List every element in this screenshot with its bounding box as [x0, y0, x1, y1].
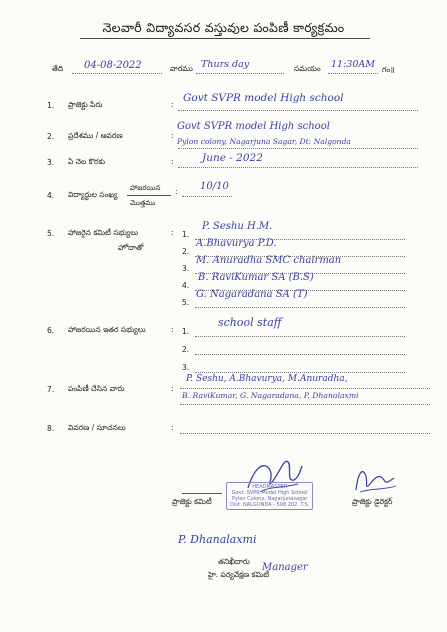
- location-label: ప్రదేశము / ఆవరణ: [68, 131, 123, 140]
- row-number: 3.: [47, 158, 55, 167]
- remarks-label: వివరణ / సూచనలు: [68, 423, 126, 432]
- answer-line: [195, 372, 405, 373]
- distributed-by-label: పంపిణీ చేసిన వారు: [68, 384, 125, 393]
- project-director-label: ప్రాజెక్టు డైరెక్టర్: [352, 497, 393, 506]
- stamp-line: HEADMASTER: [252, 484, 288, 490]
- committee-member: A.Bhavurya P.D.: [196, 238, 277, 249]
- answer-line: [180, 433, 430, 434]
- inspector-label: తనిఖీదారు: [218, 557, 250, 566]
- other-attendee: school staff: [218, 316, 282, 329]
- committee-signature-line: [182, 493, 222, 494]
- colon: :: [171, 325, 174, 334]
- row-number: 6.: [47, 326, 55, 335]
- project-name-value: Govt SVPR model High school: [183, 92, 344, 104]
- other-number: 3.: [182, 363, 190, 372]
- time-line: [328, 73, 378, 74]
- attended-label: హాజరయిన: [130, 184, 161, 192]
- day-label: వారము: [170, 64, 193, 73]
- committee-member: P. Seshu H.M.: [202, 221, 273, 232]
- member-number: 3.: [182, 264, 190, 273]
- project-committee-label: ప్రాజెక్టు కమిటీ: [172, 497, 212, 506]
- answer-line: [178, 110, 418, 111]
- answer-line: [178, 167, 418, 168]
- title-underline: [80, 38, 370, 39]
- other-attendees-label: హాజరయిన ఇతర సభ్యులు: [68, 325, 146, 334]
- month-value: June - 2022: [202, 152, 263, 164]
- inspector-sublabel: హై. పర్యవేక్షణ కమిటీ: [208, 570, 270, 579]
- row-number: 1.: [47, 101, 55, 110]
- location-value-line1: Govt SVPR model High school: [177, 121, 330, 132]
- colon: :: [171, 423, 174, 432]
- colon: :: [171, 131, 174, 140]
- fraction-line: [127, 195, 171, 196]
- answer-line: [180, 388, 430, 389]
- committee-member: G. Nagaradana SA (T): [196, 289, 308, 300]
- member-number: 5.: [182, 298, 190, 307]
- time-label: సమయం: [294, 64, 321, 73]
- time-suffix: గం॥: [382, 65, 395, 74]
- date-line: [72, 73, 162, 74]
- answer-line: [195, 336, 405, 337]
- date-value: 04-08-2022: [84, 60, 142, 71]
- answer-line: [195, 307, 405, 308]
- headmaster-stamp: [226, 482, 313, 510]
- inspector-name: P. Dhanalaxmi: [178, 533, 257, 546]
- stamp-line: Govt. SVPR Model High School: [231, 490, 308, 496]
- other-number: 2.: [182, 345, 190, 354]
- location-value-line2: Pylon colony, Nagarjuna Sagar, Dt: Nalgonda: [177, 137, 351, 146]
- day-value: Thurs day: [201, 59, 250, 70]
- colon: :: [171, 100, 174, 109]
- committee-label: హాజరైన కమిటీ సభ్యులు: [68, 228, 139, 237]
- day-line: [196, 73, 284, 74]
- colon: :: [171, 157, 174, 166]
- stamp-line: Dist. NALGONDA - 508 202. T.S.: [230, 502, 310, 508]
- colon: :: [171, 384, 174, 393]
- member-number: 2.: [182, 247, 190, 256]
- project-name-label: ప్రాజెక్టు పేరు: [68, 100, 103, 109]
- form-title: నెలవారీ విద్యావసర వస్తువుల పంపిణీ కార్యక్రమం: [102, 20, 345, 35]
- row-number: 7.: [47, 385, 55, 394]
- row-number: 2.: [47, 132, 55, 141]
- distributed-by-line1: P. Seshu, A.Bhavurya, M.Anuradha,: [186, 374, 348, 384]
- row-number: 4.: [47, 191, 55, 200]
- total-label: మొత్తము: [130, 199, 156, 207]
- month-label: ఏ నెల కొరకు: [68, 157, 106, 166]
- students-count-label: విద్యార్థుల సంఖ్య: [68, 190, 118, 199]
- row-number: 8.: [47, 424, 55, 433]
- colon: :: [175, 187, 178, 196]
- answer-line: [182, 196, 232, 197]
- colon: :: [171, 228, 174, 237]
- date-label: తేది: [52, 64, 64, 73]
- committee-member: M. Anuradha SMC chairman: [196, 255, 342, 266]
- time-value: 11:30AM: [331, 59, 375, 70]
- member-number: 1.: [182, 230, 190, 239]
- committee-sublabel: హోదాతో: [118, 243, 144, 252]
- stamp-line: Pylon Colony, Nagarjunasagar: [231, 496, 308, 502]
- students-count-value: 10/10: [200, 181, 229, 192]
- member-number: 4.: [182, 281, 190, 290]
- answer-line: [195, 354, 405, 355]
- other-number: 1.: [182, 327, 190, 336]
- director-signature: [350, 460, 400, 496]
- distributed-by-line2: B. RaviKumar, G. Nagaradana, P. Dhanalaxmi: [182, 391, 359, 400]
- committee-member: B. RaviKumar SA (B.S): [198, 272, 314, 283]
- inspector-title: Manager: [262, 562, 308, 573]
- answer-line: [178, 148, 418, 149]
- row-number: 5.: [47, 229, 55, 238]
- answer-line: [180, 404, 430, 405]
